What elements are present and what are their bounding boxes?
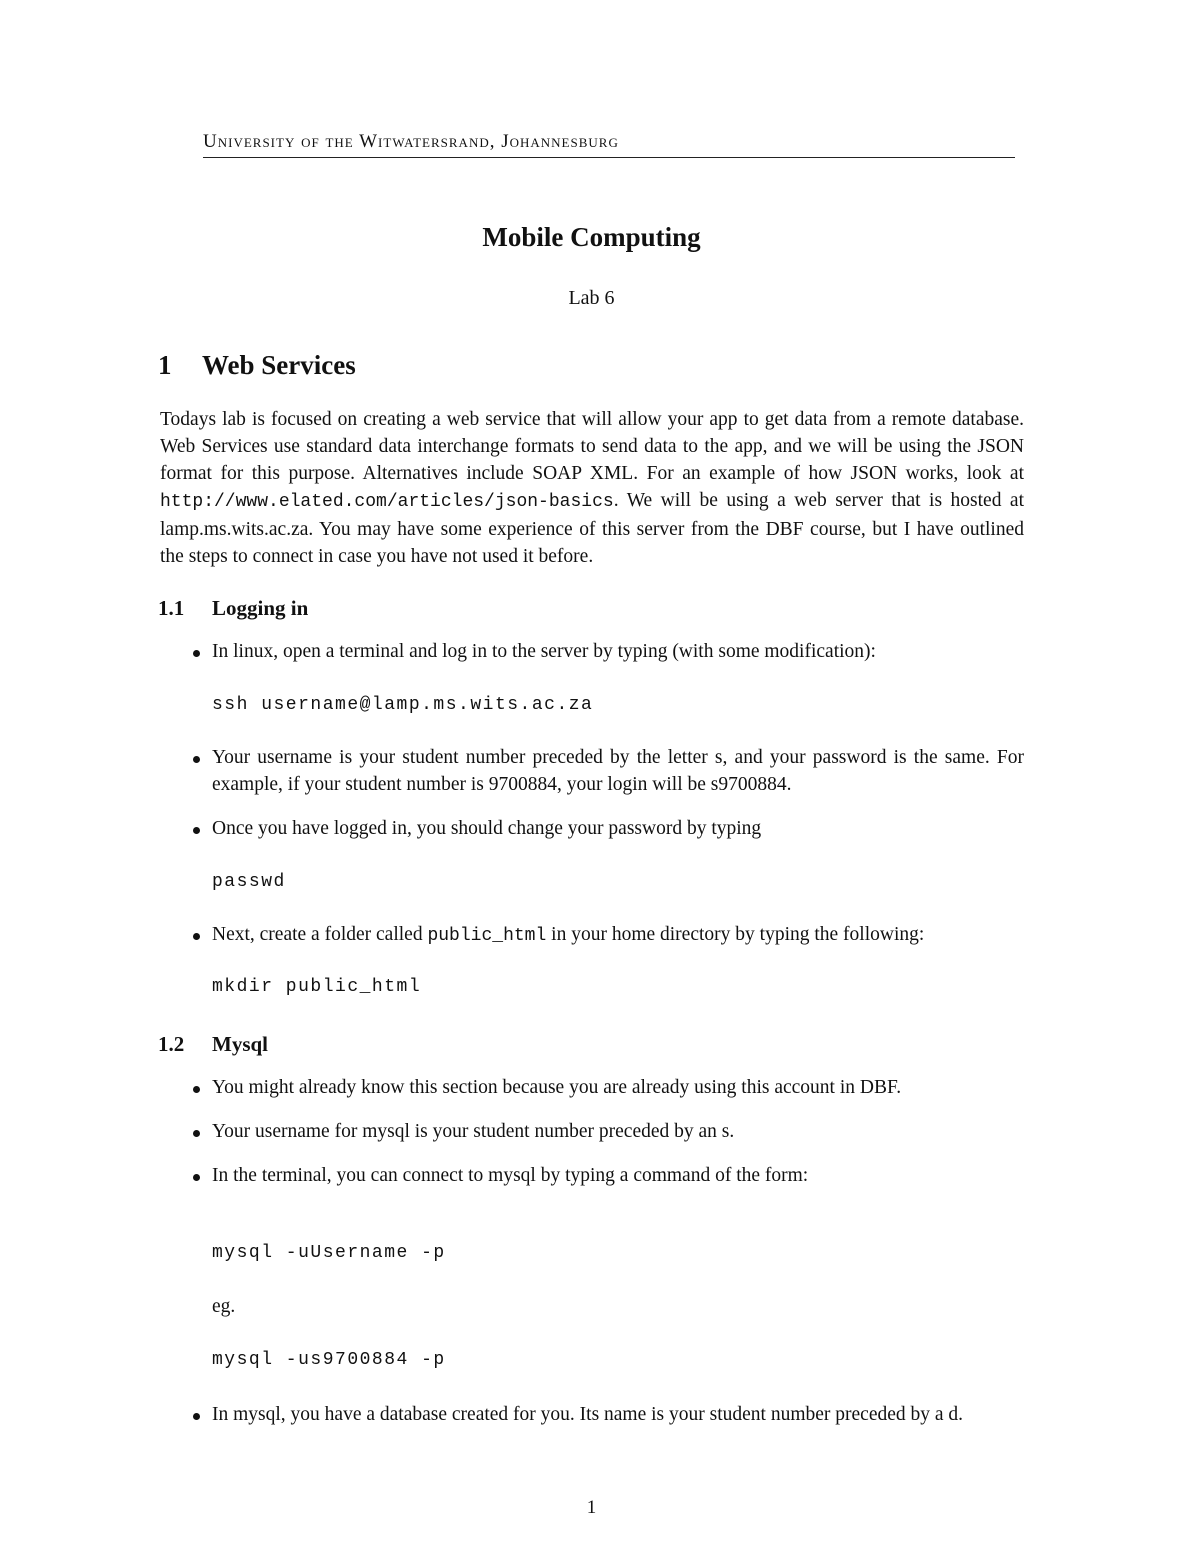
document-title: Mobile Computing [482, 222, 701, 252]
list-item: In the terminal, you can connect to mysql by typing a command of the form: [212, 1165, 809, 1186]
list-item [212, 921, 1024, 950]
section-title: Web Services [202, 350, 356, 380]
list-item: Your username for mysql is your student number preceded by an s. [212, 1121, 735, 1142]
bullet-icon [193, 650, 200, 657]
code-mysql-form: mysql -uUsername -p [212, 1243, 446, 1263]
intro-paragraph [160, 406, 1024, 570]
code-passwd: passwd [212, 872, 286, 892]
code-mkdir: mkdir public_html [212, 977, 422, 997]
bullet-icon [193, 1130, 200, 1137]
intro-text-part2: . We will be using a web server that is hosted at lamp.ms.wits.ac.za. You may have some experience of this server from the DBF course, but I have outlined the steps to connect in case you have not used it before. [160, 490, 1024, 567]
subsection-title: Mysql [212, 1032, 269, 1056]
section-heading-web-services [158, 350, 356, 381]
list-item: Once you have logged in, you should change your password by typing [212, 818, 762, 839]
section-number: 1 [158, 350, 172, 380]
inline-code-public-html: public_html [427, 926, 547, 946]
bullet-text-part1: Next, create a folder called [212, 924, 428, 945]
subsection-title: Logging in [212, 596, 309, 620]
page-number: 1 [586, 1497, 597, 1518]
code-ssh-login: ssh username@lamp.ms.wits.ac.za [212, 695, 594, 715]
list-item: Your username is your student number preceded by the letter s, and your password is the same. For example, if your student number is 9700884, your login will be s9700884. [212, 747, 1024, 795]
bullet-icon [193, 756, 200, 763]
document-subtitle: Lab 6 [568, 287, 615, 309]
subsection-number: 1.1 [158, 596, 185, 620]
bullet-text-part2: in your home directory by typing the following: [546, 924, 925, 945]
list-item: In linux, open a terminal and log in to the server by typing (with some modification): [212, 641, 876, 662]
bullet-icon [193, 827, 200, 834]
subsection-number: 1.2 [158, 1032, 185, 1056]
bullet-icon [193, 1174, 200, 1181]
bullet-icon [193, 1086, 200, 1093]
bullet-icon [193, 933, 200, 940]
example-label: eg. [212, 1296, 236, 1317]
intro-text-part1: Todays lab is focused on creating a web service that will allow your app to get data from a remote database. Web Services use standard data interchange formats to send data to the app, and we will be using the JSON format for this purpose. Alternatives include SOAP XML. For an example of how JSON works, look at [160, 409, 1024, 484]
code-mysql-example: mysql -us9700884 -p [212, 1350, 446, 1370]
subsection-heading-logging-in [158, 596, 308, 621]
institution-header: University of the Witwatersrand, Johannesburg [203, 131, 1015, 158]
list-item: In mysql, you have a database created for you. Its name is your student number preceded by a d. [212, 1404, 964, 1425]
list-item: You might already know this section because you are already using this account in DBF. [212, 1077, 902, 1098]
bullet-icon [193, 1413, 200, 1420]
subsection-heading-mysql [158, 1032, 268, 1057]
json-basics-url: http://www.elated.com/articles/json-basics [160, 492, 614, 512]
